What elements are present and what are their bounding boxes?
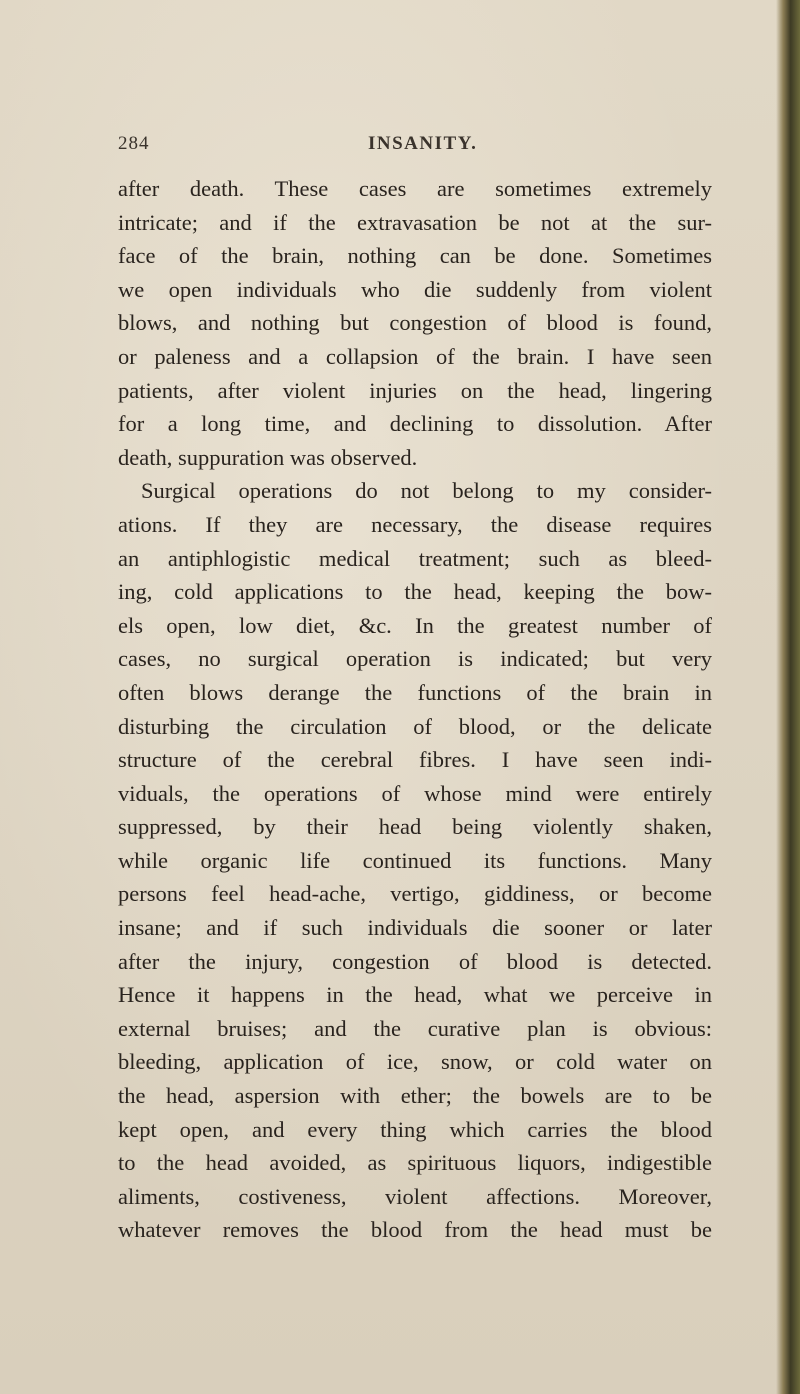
page-header	[118, 133, 678, 159]
text-line: while organic life continued its functions. Many	[118, 847, 712, 873]
text-line: for a long time, and declining to dissolution. After	[118, 411, 712, 437]
text-line: an antiphlogistic medical treatment; such as bleed-	[118, 545, 712, 571]
text-line: external bruises; and the curative plan is obvious:	[118, 1015, 712, 1041]
text-line: death, suppuration was observed.	[118, 444, 418, 470]
text-line: kept open, and every thing which carries the blood	[118, 1116, 712, 1142]
text-line: Surgical operations do not belong to my consider-	[141, 478, 712, 504]
text-line: ing, cold applications to the head, keeping the bow-	[118, 579, 712, 605]
text-line: the head, aspersion with ether; the bowels are to be	[118, 1083, 712, 1109]
text-line: patients, after violent injuries on the head, lingering	[118, 377, 712, 403]
text-line: we open individuals who die suddenly from violent	[118, 276, 712, 302]
text-line: bleeding, application of ice, snow, or cold water on	[118, 1049, 712, 1075]
text-line: persons feel head-ache, vertigo, giddiness, or become	[118, 881, 712, 907]
text-line: whatever removes the blood from the head must be	[118, 1217, 712, 1243]
text-line: aliments, costiveness, violent affections. Moreover,	[118, 1183, 712, 1209]
text-line: els open, low diet, &c. In the greatest number of	[118, 612, 712, 638]
text-line: disturbing the circulation of blood, or the delicate	[118, 713, 712, 739]
text-line: or paleness and a collapsion of the brain. I have seen	[118, 343, 712, 369]
page-number: 284	[118, 133, 150, 154]
text-line: blows, and nothing but congestion of blood is found,	[118, 310, 712, 336]
text-line: ations. If they are necessary, the disease requires	[118, 511, 712, 537]
text-line: structure of the cerebral fibres. I have seen indi-	[118, 747, 712, 773]
text-line: after death. These cases are sometimes extremely	[118, 176, 712, 201]
text-line: insane; and if such individuals die sooner or later	[118, 915, 712, 941]
page-edge	[776, 0, 800, 1394]
text-line: after the injury, congestion of blood is detected.	[118, 948, 712, 974]
text-line: suppressed, by their head being violently shaken,	[118, 814, 712, 840]
text-line: face of the brain, nothing can be done. Sometimes	[118, 243, 712, 269]
text-line: often blows derange the functions of the brain in	[118, 679, 712, 705]
text-line: Hence it happens in the head, what we perceive in	[118, 982, 712, 1008]
text-line: intricate; and if the extravasation be not at the sur-	[118, 209, 712, 235]
text-line: to the head avoided, as spirituous liquors, indigestible	[118, 1150, 712, 1176]
running-head: INSANITY.	[368, 133, 478, 154]
text-line: cases, no surgical operation is indicated; but very	[118, 646, 712, 672]
body-text	[118, 172, 712, 1247]
text-line: viduals, the operations of whose mind were entirely	[118, 780, 712, 806]
